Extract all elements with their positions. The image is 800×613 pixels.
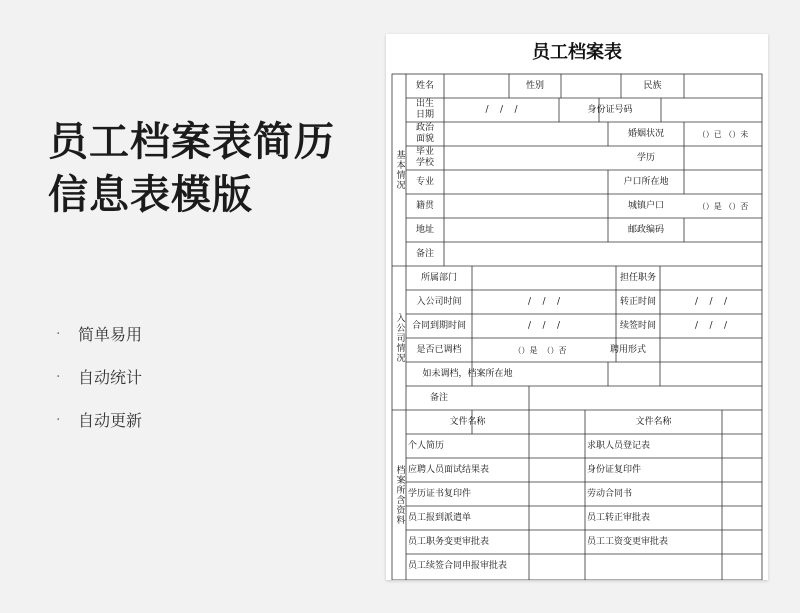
label-address: 地址 [415, 224, 434, 235]
label-id-number: 身份证号码 [587, 104, 633, 115]
archive-file-left: 个人简历 [408, 440, 445, 451]
label-marital: 婚姻状况 [627, 128, 664, 139]
transferred-options[interactable]: （）是 （）否 [513, 345, 567, 355]
archive-file-right: 员工工资变更审批表 [587, 536, 669, 547]
bullet-icon: · [56, 411, 61, 428]
label-department: 所属部门 [420, 272, 457, 283]
label-regular-date: 转正时间 [619, 296, 656, 307]
label-origin: 籍贯 [415, 200, 434, 211]
label-transferred: 是否已调档 [416, 344, 462, 355]
bullet-icon: · [56, 368, 61, 385]
label-name: 姓名 [415, 80, 434, 91]
label-politics: 政治面貌 [415, 123, 434, 144]
section-label-basic: 基本情况 [394, 150, 405, 190]
label-major: 专业 [415, 176, 434, 187]
label-hukou: 户口所在地 [623, 176, 669, 187]
archive-file-right: 劳动合同书 [587, 488, 633, 499]
feature-label: 简单易用 [78, 325, 143, 344]
page-title [48, 116, 335, 222]
archive-file-left: 员工报到派遣单 [408, 512, 472, 523]
feature-list [56, 312, 142, 441]
archive-file-right: 身份证复印件 [587, 464, 642, 475]
label-renew-date: 续签时间 [619, 320, 656, 331]
feature-label: 自动统计 [78, 368, 143, 387]
bullet-icon: · [56, 325, 61, 342]
renew-date-field[interactable]: / / / [695, 320, 727, 331]
archive-file-left: 学历证书复印件 [408, 488, 472, 499]
archive-file-left: 员工职务变更审批表 [408, 536, 490, 547]
archive-file-left: 员工续签合同申报审批表 [408, 560, 508, 571]
label-employ-type: 聘用形式 [610, 344, 647, 355]
label-ethnicity: 民族 [643, 80, 662, 91]
marital-options[interactable]: （）已 （）未 [697, 129, 749, 139]
archive-file-left: 应聘人员面试结果表 [408, 464, 490, 475]
join-date-field[interactable]: / / / [528, 296, 560, 307]
label-gender: 性别 [525, 80, 544, 91]
contract-end-field[interactable]: / / / [528, 320, 560, 331]
archive-header-right: 文件名称 [635, 416, 672, 427]
feature-item [56, 312, 142, 355]
feature-item [56, 398, 142, 441]
label-education: 学历 [636, 152, 655, 163]
label-birth-date: 出生日期 [415, 99, 434, 120]
section-label-hire: 入公司情况 [394, 313, 405, 363]
label-urban-hukou: 城镇户口 [627, 200, 664, 211]
label-postcode: 邮政编码 [627, 224, 664, 235]
label-basic-remark: 备注 [415, 248, 434, 259]
regular-date-field[interactable]: / / / [695, 296, 727, 307]
feature-item [56, 355, 142, 398]
label-join-date: 入公司时间 [416, 296, 462, 307]
label-contract-end: 合同到期时间 [411, 320, 466, 331]
title-line-2: 信息表模版 [48, 172, 253, 218]
title-line-1: 员工档案表简历 [48, 119, 335, 165]
form-preview-sheet [386, 34, 768, 580]
label-position: 担任职务 [619, 272, 656, 283]
archive-header-left: 文件名称 [449, 416, 486, 427]
birth-date-field[interactable]: / / / [485, 104, 518, 115]
feature-label: 自动更新 [78, 411, 143, 430]
urban-hukou-options[interactable]: （）是 （）否 [697, 201, 749, 211]
archive-file-right: 求职人员登记表 [587, 440, 651, 451]
label-school: 毕业学校 [415, 147, 434, 168]
label-archive-location: 如未调档，档案所在地 [422, 368, 513, 379]
archive-file-right: 员工转正审批表 [587, 512, 651, 523]
form-title: 员工档案表 [532, 42, 622, 63]
label-hire-remark: 备注 [429, 392, 448, 403]
section-label-archive: 档案所含资料 [394, 465, 405, 525]
